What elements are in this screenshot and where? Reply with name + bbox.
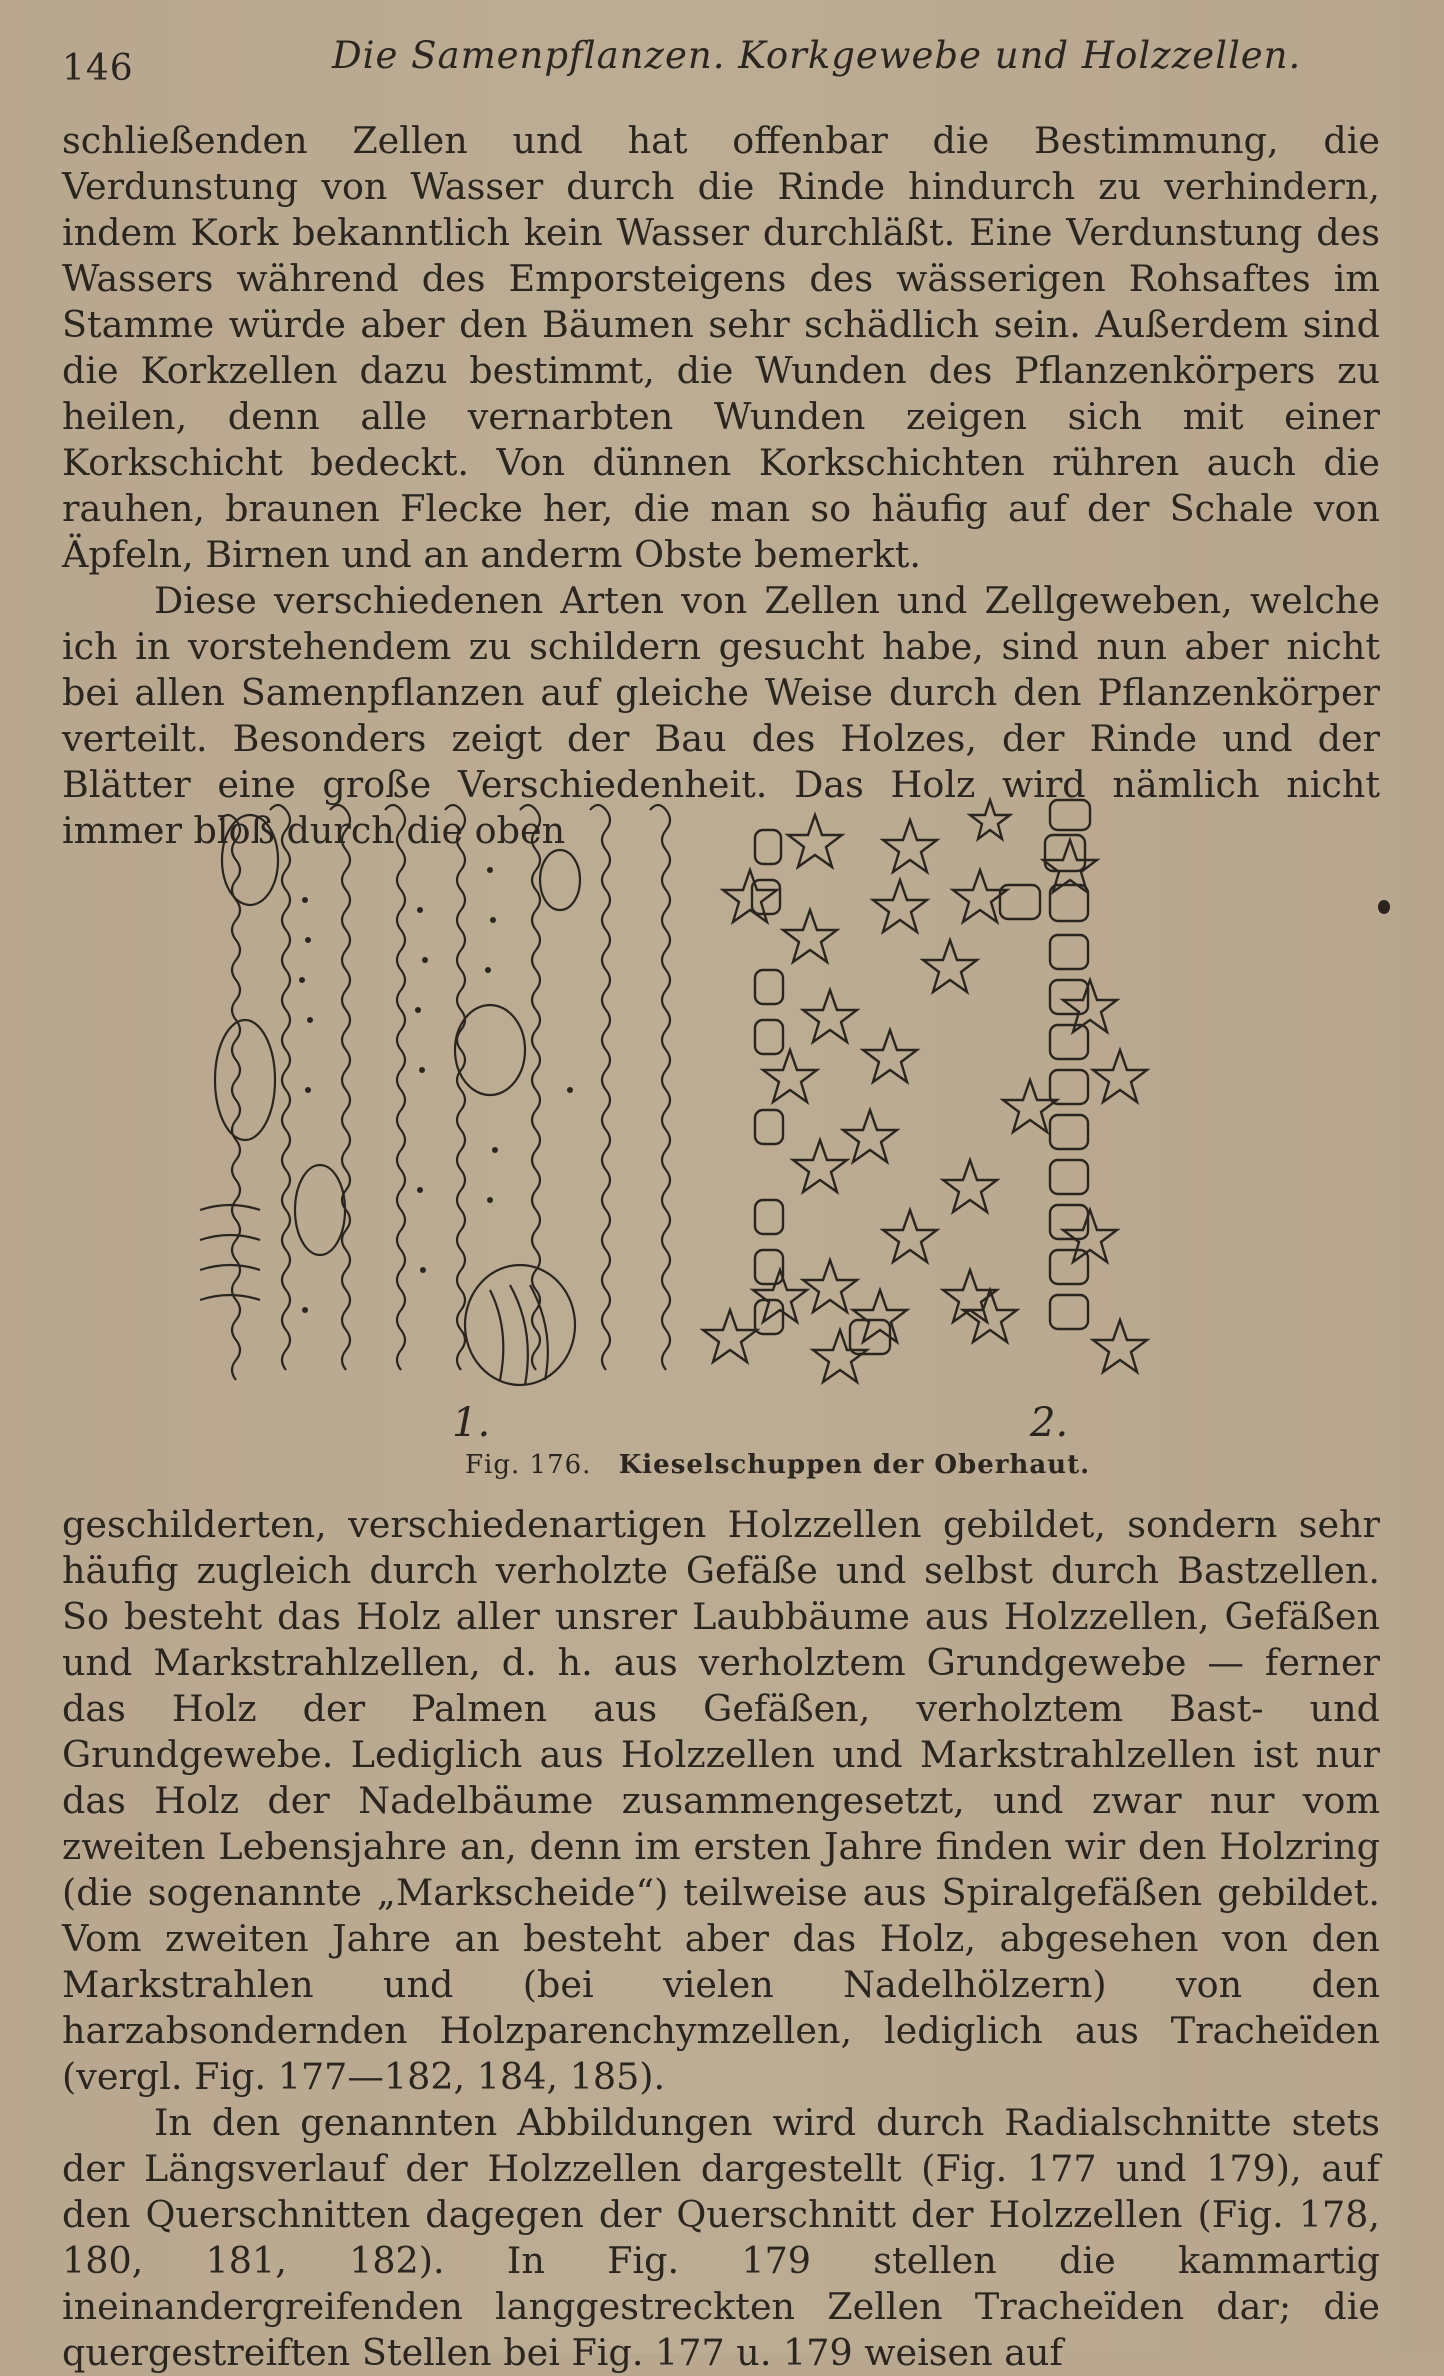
paragraph: Diese verschiedenen Arten von Zellen und Zellgeweben, welche ich in vorstehendem zu schildern gesucht habe, sind nun aber nicht bei allen Samenpflanzen auf gleiche Weise durch den Pflanzenkörper verteilt. Besonders zeigt der Bau des Holzes, der Rinde und der Blätter eine große Verschiedenheit. Das Holz wird nämlich nicht immer bloß durch die oben [62, 579, 1380, 852]
running-head: Die Samenpflanzen. Korkgewebe und Holzzellen. [332, 34, 1302, 77]
panel-1-epidermis-cells [200, 805, 670, 1385]
caption-title: Kieselschuppen der Oberhaut. [618, 1450, 1091, 1480]
silica-scales-illustration [190, 790, 1290, 1430]
body-text-bottom [62, 1502, 1380, 2376]
figure-label-2: 2. [1030, 1400, 1069, 1446]
figure-caption [465, 1450, 1090, 1480]
caption-number: Fig. 176. [465, 1450, 592, 1480]
panel-1-dots [299, 867, 573, 1313]
body-text-top [62, 118, 1380, 854]
ink-speck [1378, 900, 1390, 914]
paragraph: In den genannten Abbildungen wird durch Radialschnitte stets der Längsverlauf der Holzzellen dargestellt (Fig. 177 und 179), auf den Querschnitten dagegen der Querschnitt der Holzzellen (Fig. 178, 180, 181, 182). In Fig. 179 stellen die kammartig ineinandergreifenden langgestreckten Zellen Tracheïden dar; die quergestreiften Stellen bei Fig. 177 u. 179 weisen auf [62, 2101, 1380, 2374]
figure-176 [190, 790, 1290, 1490]
page-number: 146 [62, 48, 134, 89]
panel-2-silica-crystals [703, 800, 1147, 1382]
paragraph: geschilderten, verschiedenartigen Holzzellen gebildet, sondern sehr häufig zugleich durch verholzte Gefäße und selbst durch Bastzellen. So besteht das Holz aller unsrer Laubbäume aus Holzzellen, Gefäßen und Markstrahlzellen, d. h. aus verholztem Grundgewebe — ferner das Holz der Palmen aus Gefäßen, verholztem Bast- und Grundgewebe. Lediglich aus Holzzellen und Markstrahlzellen ist nur das Holz der Nadelbäume zusammengesetzt, und zwar nur vom zweiten Lebensjahre an, denn im ersten Jahre finden wir den Holzring (die sogenannte „Markscheide“) teilweise aus Spiralgefäßen gebildet. Vom zweiten Jahre an besteht aber das Holz, abgesehen von den Markstrahlen und (bei vielen Nadelhölzern) von den harzabsondernden Holzparenchymzellen, lediglich aus Tracheïden (vergl. Fig. 177—182, 184, 185). [62, 1503, 1380, 2098]
page-header [62, 34, 1382, 94]
figure-label-1: 1. [452, 1400, 491, 1446]
paragraph: schließenden Zellen und hat offenbar die Bestimmung, die Verdunstung von Wasser durch die Rinde hindurch zu verhindern, indem Kork bekanntlich kein Wasser durchläßt. Eine Verdunstung des Wassers während des Emporsteigens des wässerigen Rohsaftes im Stamme würde aber den Bäumen sehr schädlich sein. Außerdem sind die Korkzellen dazu bestimmt, die Wunden des Pflanzenkörpers zu heilen, denn alle vernarbten Wunden zeigen sich mit einer Korkschicht bedeckt. Von dünnen Korkschichten rühren auch die rauhen, braunen Flecke her, die man so häufig auf der Schale von Äpfeln, Birnen und an anderm Obste bemerkt. [62, 119, 1380, 576]
